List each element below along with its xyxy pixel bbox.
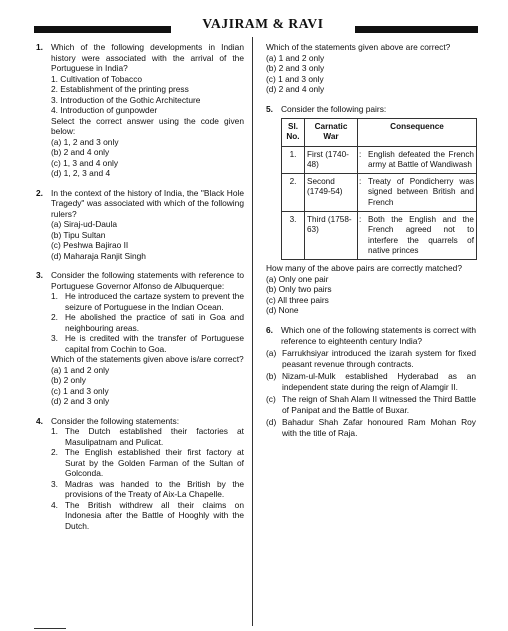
answer-option: (d) None <box>266 305 299 316</box>
question-prompt: How many of the above pairs are correctly matched? <box>266 263 462 274</box>
question-prompt: Which of the statements given above is/are correct? <box>51 354 244 364</box>
answer-option: (d) 2 and 4 only <box>266 84 325 94</box>
question-stem: Which of the following developments in Indian history were associated with the arrival of the Portuguese in India? <box>51 42 244 73</box>
answer-option: (a) Only one pair <box>266 273 329 284</box>
question-2 <box>36 188 244 262</box>
answer-option: (c) 1, 3 and 4 only <box>51 157 119 168</box>
answer-option: (d) 1, 2, 3 and 4 <box>51 168 111 178</box>
table-cell: : <box>358 174 367 212</box>
answer-option: (c) The reign of Shah Alam II witnessed the Third Battle of Panipat and the Battle of Buxar. <box>266 394 476 415</box>
table-cell: First (1740-48) <box>305 146 358 174</box>
table-cell: English defeated the French army at Battle of Wandiwash <box>366 146 477 174</box>
answer-option: (b) 2 only <box>51 375 86 385</box>
table-cell: Both the English and the French agreed not to interfere the quarrels of native princes <box>366 212 477 260</box>
question-stem: In the context of the history of India, the "Black Hole Tragedy" was associated with which of the following rulers? <box>51 187 244 219</box>
question-stem: Consider the following statements: <box>51 415 180 426</box>
statement: 4. The British withdrew all their claims on Indonesia after the Battle of Hooghly with the Dutch. <box>51 499 244 531</box>
question-1 <box>36 42 244 179</box>
table-row <box>282 174 477 212</box>
header-title: VAJIRAM & RAVI <box>202 16 324 31</box>
table-cell: 3. <box>282 212 305 260</box>
table-cell: Second (1749-54) <box>305 174 358 212</box>
list-item: 2. Establishment of the printing press <box>51 84 189 94</box>
answer-option: (a) 1, 2 and 3 only <box>51 136 119 147</box>
answer-option: (c) All three pairs <box>266 294 329 305</box>
question-5 <box>266 104 476 263</box>
question-6-body <box>266 325 476 438</box>
answer-option: (b) 2 and 4 only <box>51 147 110 157</box>
question-number: 4. <box>36 415 43 426</box>
question-number: 2. <box>36 187 43 198</box>
table-header-row <box>282 119 477 147</box>
answer-option: (a) Farrukhsiyar introduced the izarah system for fixed peasant revenue through contracts. <box>266 348 476 369</box>
header-bar-right <box>355 26 478 33</box>
answer-option: (c) 1 and 3 only <box>51 385 109 396</box>
answer-option: (b) 2 and 3 only <box>266 63 325 73</box>
table-header: Consequence <box>358 119 477 147</box>
footer-rule <box>34 628 66 629</box>
table-cell: : <box>358 146 367 174</box>
statement: 1. He introduced the cartaze system to prevent the seizure of Portuguese in the Indian Ocean. <box>51 291 244 312</box>
answer-option: (b) Nizam-ul-Mulk established Hyderabad as an independent state during the reign of Alamgir II. <box>266 371 476 392</box>
answer-option: (a) 1 and 2 only <box>266 52 325 63</box>
list-item: 3. Introduction of the Gothic Architecture <box>51 94 201 105</box>
statement: 2. He abolished the practice of sati in Goa and neighbouring areas. <box>51 312 244 333</box>
table-header: Sl. No. <box>282 119 305 147</box>
question-4-continued <box>266 42 476 95</box>
statement: 1. The Dutch established their factories at Masulipatnam and Pulicat. <box>51 426 244 447</box>
table-row <box>282 212 477 260</box>
table-header: Carnatic War <box>305 119 358 147</box>
table-cell: 1. <box>282 146 305 174</box>
question-number: 5. <box>266 103 273 114</box>
answer-option: (c) 1 and 3 only <box>266 73 324 84</box>
question-prompt: Which of the statements given above are correct? <box>266 42 451 52</box>
question-instruction: Select the correct answer using the code given below: <box>51 115 244 136</box>
table-cell: Treaty of Pondicherry was signed between British and French <box>366 174 477 212</box>
header-bar-left <box>34 26 171 33</box>
statement: 3. Madras was handed to the British by the provisions of the Treaty of Aix-La Chapelle. <box>51 478 244 499</box>
table-row <box>282 146 477 174</box>
list-item: 1. Cultivation of Tobacco <box>51 73 143 84</box>
answer-option: (a) Siraj-ud-Daula <box>51 219 118 229</box>
question-4 <box>36 416 244 532</box>
answer-option: (b) Tipu Sultan <box>51 229 106 240</box>
list-item: 4. Introduction of gunpowder <box>51 105 158 115</box>
answer-option: (a) 1 and 2 only <box>51 364 110 375</box>
table-cell: : <box>358 212 367 260</box>
question-number: 1. <box>36 42 43 52</box>
question-stem: Which one of the following statements is correct with reference to eighteenth century India? <box>281 325 476 346</box>
question-number: 6. <box>266 324 273 335</box>
table-cell: 2. <box>282 174 305 212</box>
question-stem: Consider the following statements with reference to Portuguese Governor Alfonso de Albuquerque: <box>51 270 244 291</box>
question-5-footer <box>266 263 476 316</box>
question-3 <box>36 270 244 407</box>
statement: 2. The English established their first factory at Surat by the Golden Farman of the Sultan of Golconda. <box>51 447 244 478</box>
answer-option: (d) Maharaja Ranjit Singh <box>51 250 146 261</box>
answer-option: (c) Peshwa Bajirao II <box>51 240 129 250</box>
answer-option: (d) Bahadur Shah Zafar honoured Ram Mohan Roy with the title of Raja. <box>266 417 476 438</box>
answer-option: (b) Only two pairs <box>266 284 332 295</box>
right-column <box>266 42 476 440</box>
question-number: 3. <box>36 270 43 280</box>
question-stem: Consider the following pairs: <box>281 103 387 114</box>
page-header <box>34 16 478 37</box>
left-column <box>36 42 244 540</box>
column-divider <box>252 37 253 626</box>
table-cell: Third (1758-63) <box>305 212 358 260</box>
pairs-table <box>281 118 477 260</box>
statement: 3. He is credited with the transfer of Portuguese capital from Cochin to Goa. <box>51 333 244 354</box>
answer-option: (d) 2 and 3 only <box>51 396 110 406</box>
